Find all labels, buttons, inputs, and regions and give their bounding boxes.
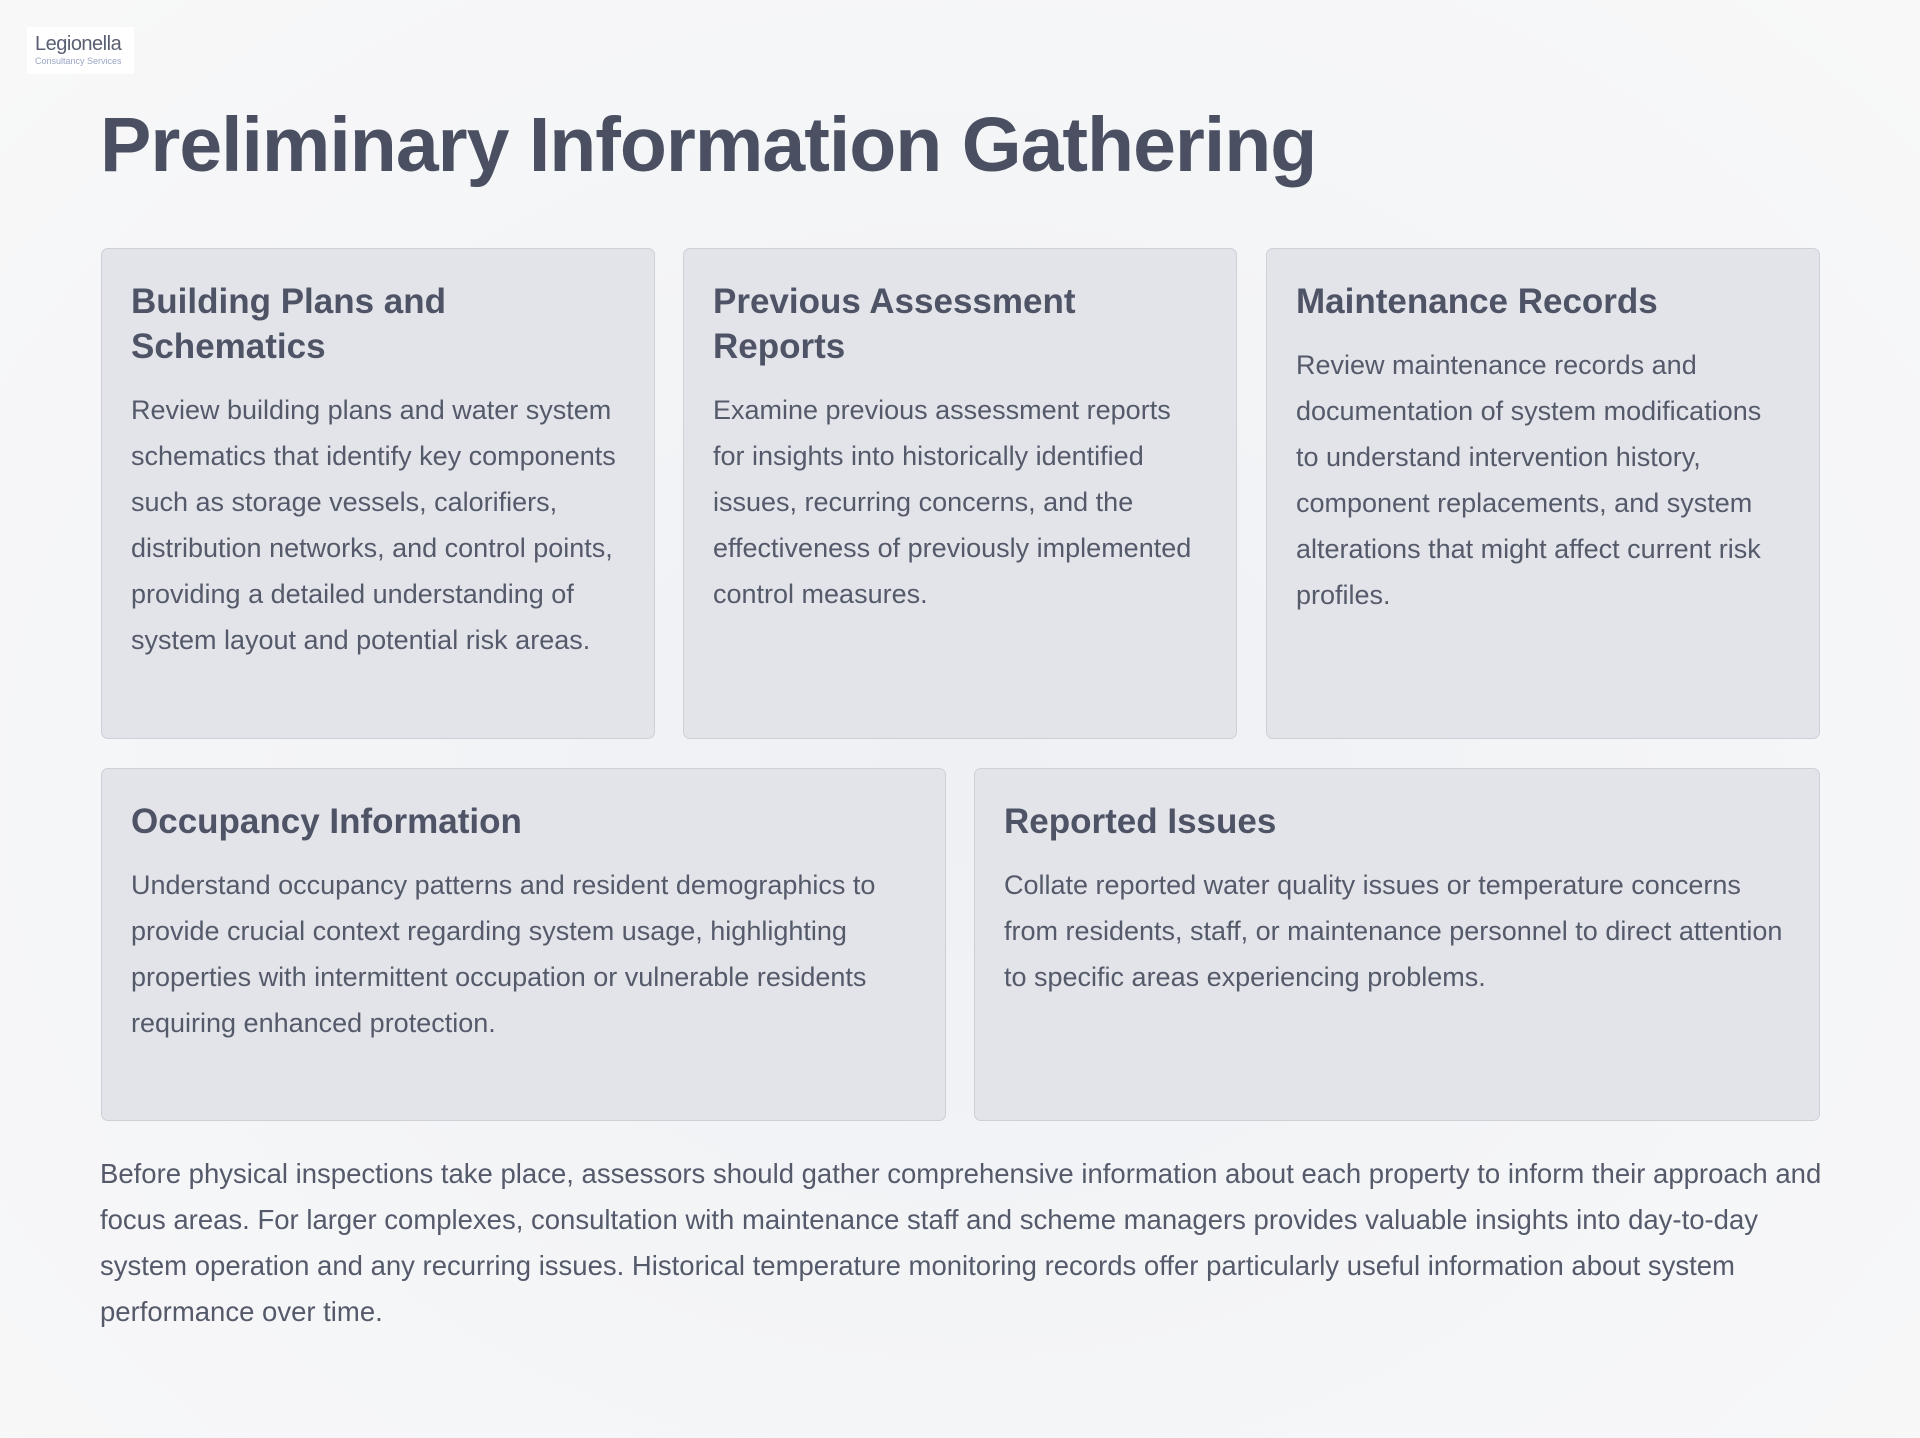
card-title: Maintenance Records xyxy=(1296,282,1658,321)
card-title: Previous Assessment Reports xyxy=(713,282,1076,366)
card-title: Occupancy Information xyxy=(131,802,522,841)
card-body: Review building plans and water system schematics that identify key components such as storage vessels, calorifiers, distribution networks, and control points, providing a detailed understanding of system layout and potential risk areas. xyxy=(131,395,616,655)
card-title: Building Plans and Schematics xyxy=(131,282,447,366)
logo-name: Legionella xyxy=(35,33,122,55)
company-logo xyxy=(27,27,134,74)
card-title: Reported Issues xyxy=(1004,802,1277,841)
card-body: Collate reported water quality issues or temperature concerns from residents, staff, or maintenance personnel to direct attention to specific areas experiencing problems. xyxy=(1004,870,1783,992)
card-previous-assessments xyxy=(683,248,1237,739)
card-maintenance-records xyxy=(1266,248,1820,739)
logo-tagline: Consultancy Services xyxy=(35,56,122,66)
card-building-plans xyxy=(101,248,655,739)
card-occupancy-information xyxy=(101,768,946,1121)
summary-paragraph: Before physical inspections take place, assessors should gather comprehensive information about each property to inform their approach and focus areas. For larger complexes, consultation with maintenance staff and scheme managers provides valuable insights into day-to-day system operation and any recurring issues. Historical temperature monitoring records offer particularly useful information about system performance over time. xyxy=(100,1158,1822,1327)
card-reported-issues xyxy=(974,768,1820,1121)
card-body: Understand occupancy patterns and resident demographics to provide crucial context regarding system usage, highlighting properties with intermittent occupation or vulnerable residents requiring enhanced protection. xyxy=(131,870,876,1038)
card-body: Examine previous assessment reports for insights into historically identified issues, recurring concerns, and the effectiveness of previously implemented control measures. xyxy=(713,395,1192,609)
page-title: Preliminary Information Gathering xyxy=(100,102,1317,188)
card-body: Review maintenance records and documentation of system modifications to understand intervention history, component replacements, and system alterations that might affect current risk profiles. xyxy=(1296,350,1762,610)
